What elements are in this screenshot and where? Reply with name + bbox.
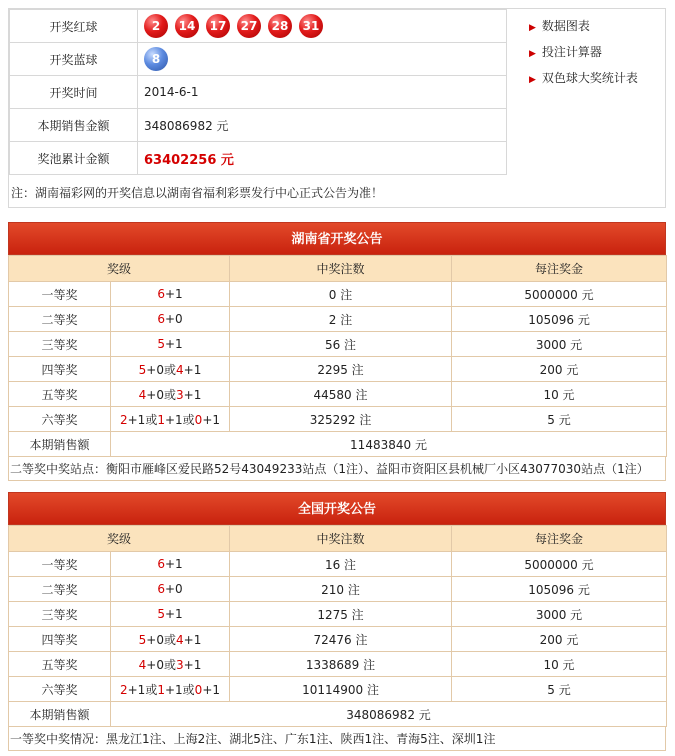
national-results-title: 全国开奖公告 bbox=[8, 492, 666, 525]
match-rule: 5+0或4+1 bbox=[111, 357, 230, 382]
sales-row bbox=[9, 432, 667, 457]
link-data-chart[interactable]: ▶ 数据图表 bbox=[529, 19, 590, 33]
red-balls-label: 开奖红球 bbox=[10, 10, 138, 43]
jackpot-pool-value: 63402256 元 bbox=[144, 152, 234, 168]
match-rule: 6+1 bbox=[111, 552, 230, 577]
prize-amount: 10 元 bbox=[452, 652, 667, 677]
winner-count: 44580 注 bbox=[230, 382, 452, 407]
winner-count: 72476 注 bbox=[230, 627, 452, 652]
prize-level: 三等奖 bbox=[9, 602, 111, 627]
winner-count: 10114900 注 bbox=[230, 677, 452, 702]
sales-row bbox=[9, 702, 667, 727]
prize-level: 四等奖 bbox=[9, 627, 111, 652]
prize-level: 四等奖 bbox=[9, 357, 111, 382]
prize-amount: 200 元 bbox=[452, 627, 667, 652]
match-rule: 6+0 bbox=[111, 307, 230, 332]
prize-level: 六等奖 bbox=[9, 677, 111, 702]
prize-amount: 3000 元 bbox=[452, 332, 667, 357]
sales-amount-label: 本期销售金额 bbox=[10, 109, 138, 142]
prize-row bbox=[9, 552, 667, 577]
prize-row bbox=[9, 332, 667, 357]
prize-level: 一等奖 bbox=[9, 282, 111, 307]
page bbox=[8, 8, 666, 746]
hunan-results-title: 湖南省开奖公告 bbox=[8, 222, 666, 255]
prize-row bbox=[9, 407, 667, 432]
red-balls bbox=[138, 10, 507, 43]
official-notice: 注：湖南福彩网的开奖信息以湖南省福利彩票发行中心正式公告为准！ bbox=[11, 186, 384, 200]
jackpot-pool-label: 奖池累计金额 bbox=[10, 142, 138, 175]
prize-row bbox=[9, 282, 667, 307]
prize-level: 二等奖 bbox=[9, 307, 111, 332]
prize-amount: 5000000 元 bbox=[452, 552, 667, 577]
link-bet-calculator[interactable]: ▶ 投注计算器 bbox=[529, 45, 602, 59]
prize-row bbox=[9, 627, 667, 652]
prize-row bbox=[9, 307, 667, 332]
prize-row bbox=[9, 677, 667, 702]
draw-time-label: 开奖时间 bbox=[10, 76, 138, 109]
prize-row bbox=[9, 602, 667, 627]
prize-row bbox=[9, 577, 667, 602]
col-header-count: 中奖注数 bbox=[230, 256, 452, 282]
arrow-right-icon: ▶ bbox=[529, 75, 536, 85]
match-rule: 4+0或3+1 bbox=[111, 382, 230, 407]
hunan-results-section bbox=[8, 222, 666, 481]
arrow-right-icon: ▶ bbox=[529, 49, 536, 59]
national-first-prize-regions: 一等奖中奖情况：黑龙江1注、上海2注、湖北5注、广东1注、陕西1注、青海5注、深圳1注 bbox=[8, 727, 666, 751]
arrow-right-icon: ▶ bbox=[529, 23, 536, 33]
prize-level: 一等奖 bbox=[9, 552, 111, 577]
blue-ball: 8 bbox=[144, 47, 168, 71]
sales-label: 本期销售额 bbox=[9, 702, 111, 727]
match-rule: 5+1 bbox=[111, 602, 230, 627]
match-rule: 2+1或1+1或0+1 bbox=[111, 407, 230, 432]
prize-level: 二等奖 bbox=[9, 577, 111, 602]
prize-amount: 5 元 bbox=[452, 677, 667, 702]
blue-ball-label: 开奖蓝球 bbox=[10, 43, 138, 76]
link-big-prize-stats[interactable]: ▶ 双色球大奖统计表 bbox=[529, 71, 638, 85]
col-header-prize: 每注奖金 bbox=[452, 526, 667, 552]
red-ball: 31 bbox=[299, 14, 323, 38]
prize-amount: 3000 元 bbox=[452, 602, 667, 627]
col-header-level: 奖级 bbox=[9, 256, 230, 282]
prize-row bbox=[9, 357, 667, 382]
hunan-second-prize-stations: 二等奖中奖站点：衡阳市雁峰区爱民路52号43049233站点（1注）、益阳市资阳区县机械厂小区43077030站点（1注） bbox=[8, 457, 666, 481]
red-ball: 17 bbox=[206, 14, 230, 38]
match-rule: 5+1 bbox=[111, 332, 230, 357]
winner-count: 325292 注 bbox=[230, 407, 452, 432]
prize-amount: 10 元 bbox=[452, 382, 667, 407]
red-ball: 28 bbox=[268, 14, 292, 38]
match-rule: 2+1或1+1或0+1 bbox=[111, 677, 230, 702]
winner-count: 56 注 bbox=[230, 332, 452, 357]
national-results-section bbox=[8, 492, 666, 751]
national-results-table bbox=[8, 525, 667, 727]
match-rule: 4+0或3+1 bbox=[111, 652, 230, 677]
draw-time-value: 2014-6-1 bbox=[138, 76, 507, 109]
match-rule: 6+0 bbox=[111, 577, 230, 602]
winner-count: 210 注 bbox=[230, 577, 452, 602]
match-rule: 5+0或4+1 bbox=[111, 627, 230, 652]
col-header-count: 中奖注数 bbox=[230, 526, 452, 552]
prize-level: 五等奖 bbox=[9, 652, 111, 677]
red-ball: 2 bbox=[144, 14, 168, 38]
winner-count: 0 注 bbox=[230, 282, 452, 307]
draw-info-table bbox=[9, 9, 507, 175]
col-header-level: 奖级 bbox=[9, 526, 230, 552]
prize-level: 三等奖 bbox=[9, 332, 111, 357]
prize-row bbox=[9, 382, 667, 407]
prize-row bbox=[9, 652, 667, 677]
prize-level: 六等奖 bbox=[9, 407, 111, 432]
prize-amount: 5 元 bbox=[452, 407, 667, 432]
hunan-results-table bbox=[8, 255, 667, 457]
side-links bbox=[529, 13, 665, 91]
sales-amount-value: 348086982 元 bbox=[138, 109, 507, 142]
prize-level: 五等奖 bbox=[9, 382, 111, 407]
red-ball: 14 bbox=[175, 14, 199, 38]
winner-count: 2295 注 bbox=[230, 357, 452, 382]
col-header-prize: 每注奖金 bbox=[452, 256, 667, 282]
match-rule: 6+1 bbox=[111, 282, 230, 307]
sales-label: 本期销售额 bbox=[9, 432, 111, 457]
prize-amount: 5000000 元 bbox=[452, 282, 667, 307]
draw-info-box bbox=[8, 8, 666, 208]
prize-amount: 200 元 bbox=[452, 357, 667, 382]
winner-count: 1338689 注 bbox=[230, 652, 452, 677]
winner-count: 1275 注 bbox=[230, 602, 452, 627]
sales-value: 11483840 元 bbox=[111, 432, 667, 457]
red-ball: 27 bbox=[237, 14, 261, 38]
sales-value: 348086982 元 bbox=[111, 702, 667, 727]
winner-count: 2 注 bbox=[230, 307, 452, 332]
winner-count: 16 注 bbox=[230, 552, 452, 577]
prize-amount: 105096 元 bbox=[452, 577, 667, 602]
prize-amount: 105096 元 bbox=[452, 307, 667, 332]
